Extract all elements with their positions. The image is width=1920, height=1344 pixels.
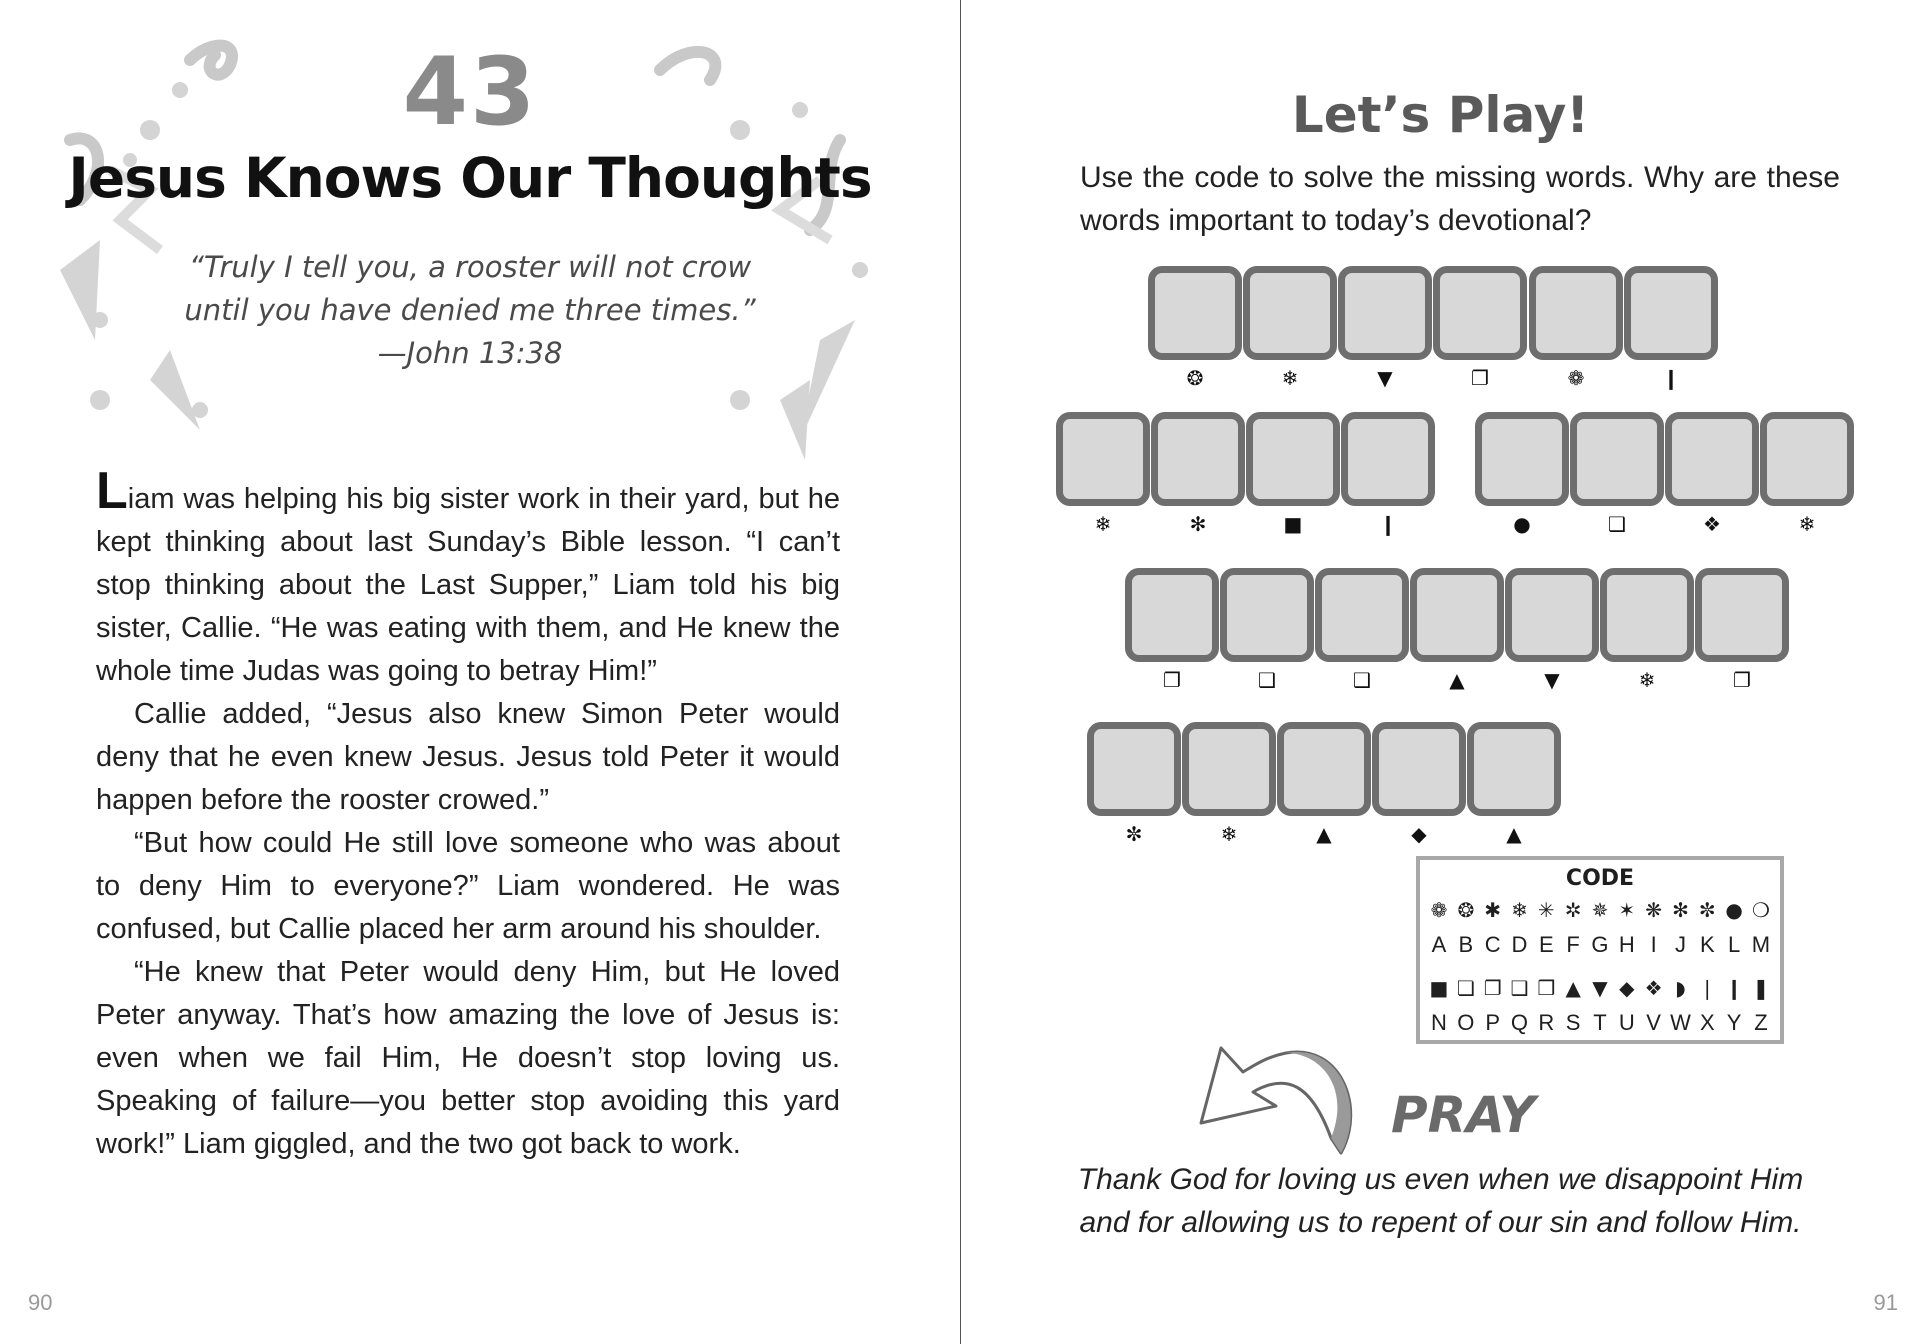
code-symbol: ❘ <box>1698 976 1716 1000</box>
code-letter: N <box>1431 1010 1447 1035</box>
code-letter: O <box>1457 1010 1475 1035</box>
code-symbol: ❚ <box>1752 976 1770 1000</box>
letter-box[interactable] <box>1125 568 1219 662</box>
code-symbol: ❋ <box>1645 898 1662 922</box>
code-symbol: ❄ <box>1511 898 1528 922</box>
prayer-text <box>961 1158 1920 1244</box>
letter-box[interactable] <box>1182 722 1276 816</box>
cipher-symbol: ▲ <box>1316 822 1332 846</box>
cipher-symbol: ❁ <box>1567 366 1585 390</box>
code-symbol: ❏ <box>1456 976 1475 1000</box>
code-letter: Q <box>1510 1010 1529 1035</box>
code-letter: G <box>1591 932 1609 957</box>
code-letter: B <box>1458 932 1474 957</box>
code-symbol: ❖ <box>1644 976 1663 1000</box>
code-letter: T <box>1593 1010 1607 1035</box>
code-symbol: ❐ <box>1483 976 1502 1000</box>
code-symbol: ❍ <box>1751 898 1770 922</box>
story-paragraph: “But how could He still love someone who was about to deny Him to everyone?” Liam wondered. He was confused, but Callie placed her arm around his shoulder. <box>96 827 840 945</box>
code-letter: X <box>1699 1010 1715 1035</box>
cipher-symbol: ❑ <box>1353 668 1371 692</box>
code-letter: L <box>1727 932 1741 957</box>
cipher-symbol: ❖ <box>1703 512 1721 536</box>
cipher-symbol: ▲ <box>1506 822 1522 846</box>
letter-box[interactable] <box>1433 266 1527 360</box>
activity-title: Let’s Play! <box>1291 86 1590 144</box>
code-symbol: ❁ <box>1430 898 1448 922</box>
cipher-symbol: ▲ <box>1449 668 1465 692</box>
code-letter: C <box>1484 932 1501 957</box>
letter-box[interactable] <box>1410 568 1504 662</box>
cipher-symbol: ❄ <box>1220 822 1238 846</box>
letter-box[interactable] <box>1467 722 1561 816</box>
code-letter: Y <box>1726 1010 1742 1035</box>
right-page <box>961 0 1920 1344</box>
cipher-symbol: ❂ <box>1186 366 1204 390</box>
cipher-symbol: ❐ <box>1163 668 1181 692</box>
letter-box[interactable] <box>1600 568 1694 662</box>
code-letter: U <box>1618 1010 1635 1035</box>
devotional-title: Jesus Knows Our Thoughts <box>68 146 872 210</box>
cipher-symbol: ❐ <box>1471 366 1489 390</box>
cipher-symbol: ❄ <box>1281 366 1299 390</box>
code-symbol: ❙ <box>1725 976 1743 1000</box>
cipher-symbol: ❄ <box>1798 512 1816 536</box>
code-symbol: ❒ <box>1537 976 1556 1000</box>
prayer-line: Thank God for loving us even when we disappoint Him <box>1077 1163 1804 1196</box>
letter-box[interactable] <box>1529 266 1623 360</box>
code-key <box>1416 856 1784 1044</box>
cipher-symbol: ▼ <box>1544 668 1560 692</box>
code-letters-row-2 <box>1426 1010 1774 1036</box>
page-number-left: 90 <box>28 1290 53 1315</box>
drop-cap: L <box>96 462 128 520</box>
code-symbol: ❂ <box>1457 898 1475 922</box>
letter-box[interactable] <box>1665 412 1759 506</box>
letter-box[interactable] <box>1087 722 1181 816</box>
story-paragraph: “He knew that Peter would deny Him, but He loved Peter anyway. That’s how amazing the love of Jesus is: even when we fail Him, He doesn’t stop loving us. Speaking of failure—you better stop avoiding this yard work!” Liam giggled, and the two got back to work. <box>96 956 840 1160</box>
letter-box[interactable] <box>1570 412 1664 506</box>
code-symbol: ✶ <box>1618 898 1636 922</box>
code-letter: P <box>1485 1010 1500 1035</box>
code-letter: E <box>1538 932 1554 957</box>
code-letter: I <box>1650 932 1657 957</box>
code-symbol: ❑ <box>1510 976 1529 1000</box>
code-symbol: ✼ <box>1698 898 1716 922</box>
letter-box[interactable] <box>1372 722 1466 816</box>
prayer-line: and for allowing us to repent of our sin and follow Him. <box>1079 1206 1802 1239</box>
letter-box[interactable] <box>1475 412 1569 506</box>
story-paragraph <box>96 462 840 693</box>
letter-box[interactable] <box>1277 722 1371 816</box>
cipher-symbol: ◆ <box>1411 822 1427 846</box>
letter-box[interactable] <box>1315 568 1409 662</box>
activity-instructions: Use the code to solve the missing words. Why are these words important to today’s devotional? <box>1080 161 1840 237</box>
letter-box[interactable] <box>1243 266 1337 360</box>
paragraph-text: iam was helping his big sister work in their yard, but he kept thinking about last Sunday’s Bible lesson. “I can’t stop thinking about the Last Supper,” Liam told his big sister, Callie. “He was eating with them, and He knew the whole time Judas was going to betray Him!” <box>96 483 840 687</box>
letter-box[interactable] <box>1220 568 1314 662</box>
letter-box[interactable] <box>1341 412 1435 506</box>
letter-box[interactable] <box>1056 412 1150 506</box>
letter-box[interactable] <box>1505 568 1599 662</box>
code-symbol: ■ <box>1429 976 1449 1000</box>
letter-box[interactable] <box>1338 266 1432 360</box>
cipher-symbol: ▼ <box>1377 366 1393 390</box>
letter-box[interactable] <box>1760 412 1854 506</box>
verse-line: “Truly I tell you, a rooster will not crow <box>188 250 752 284</box>
code-symbol: ◆ <box>1619 976 1635 1000</box>
code-letter: W <box>1670 1010 1691 1035</box>
cipher-symbol: ❙ <box>1379 512 1397 536</box>
story-text <box>96 462 840 1166</box>
code-symbol: ◗ <box>1675 976 1686 1000</box>
letter-box[interactable] <box>1151 412 1245 506</box>
cipher-symbol: ❄ <box>1638 668 1656 692</box>
code-symbol: ✲ <box>1564 898 1582 922</box>
code-symbol: ✻ <box>1672 898 1689 922</box>
code-symbols-row-2 <box>1426 976 1774 1000</box>
letter-box[interactable] <box>1148 266 1242 360</box>
cipher-symbol: ❐ <box>1733 668 1751 692</box>
verse-reference: —John 13:38 <box>377 336 563 370</box>
cipher-symbol: ✼ <box>1125 822 1143 846</box>
letter-box[interactable] <box>1695 568 1789 662</box>
cipher-symbol: ✻ <box>1189 512 1207 536</box>
code-symbol: ● <box>1725 898 1743 922</box>
code-symbol: ▲ <box>1565 976 1581 1000</box>
verse-line: until you have denied me three times.” <box>184 293 756 327</box>
cipher-symbol: ■ <box>1283 512 1303 536</box>
cipher-symbol: ❙ <box>1662 366 1680 390</box>
code-letter: V <box>1646 1010 1661 1035</box>
code-letter: S <box>1565 1010 1581 1035</box>
page-number-right: 91 <box>1873 1290 1898 1315</box>
cipher-symbol: ❑ <box>1608 512 1626 536</box>
code-letter: A <box>1431 932 1447 957</box>
story-paragraph: Callie added, “Jesus also knew Simon Peter would deny that he even knew Jesus. Jesus told Peter it would happen before the rooster crowed.” <box>96 698 840 816</box>
code-symbol: ▼ <box>1592 976 1608 1000</box>
code-letter: H <box>1618 932 1635 957</box>
code-letter: K <box>1699 932 1715 957</box>
code-letters-row-1 <box>1426 932 1774 958</box>
curved-arrow-icon <box>1191 1028 1381 1158</box>
code-letter: J <box>1674 932 1686 957</box>
code-symbol: ✳ <box>1537 898 1555 922</box>
code-letter: R <box>1538 1010 1555 1035</box>
pray-label: PRAY <box>1391 1086 1536 1144</box>
code-symbols-row-1 <box>1426 898 1774 922</box>
cipher-symbol: ❑ <box>1258 668 1276 692</box>
letter-box[interactable] <box>1246 412 1340 506</box>
code-title: CODE <box>1565 866 1635 891</box>
cipher-symbol: ● <box>1513 512 1531 536</box>
code-letter: Z <box>1754 1010 1768 1035</box>
devotional-number: 43 <box>402 38 538 147</box>
letter-box[interactable] <box>1624 266 1718 360</box>
code-symbol: ✵ <box>1591 898 1609 922</box>
code-symbol: ✱ <box>1484 898 1502 922</box>
code-letter: F <box>1566 932 1580 957</box>
scripture-verse <box>0 246 940 375</box>
cipher-symbol: ❄ <box>1094 512 1112 536</box>
code-letter: M <box>1751 932 1771 957</box>
code-letter: D <box>1511 932 1528 957</box>
